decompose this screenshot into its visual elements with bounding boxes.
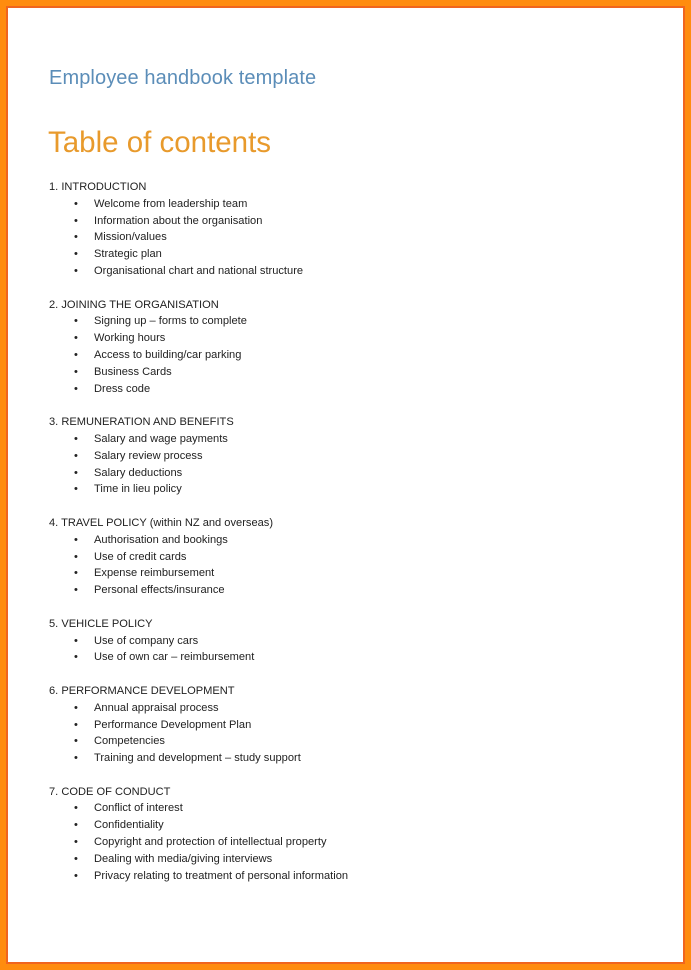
section-heading: 6. PERFORMANCE DEVELOPMENT [49, 684, 235, 697]
toc-list-item [49, 313, 649, 330]
toc-list-item [49, 347, 649, 364]
list-item-label: Welcome from leadership team [94, 197, 248, 210]
bullet-icon: • [74, 718, 78, 731]
bullet-icon: • [74, 701, 78, 714]
toc-list-item [49, 549, 649, 566]
bullet-icon: • [74, 869, 78, 882]
list-item-label: Use of credit cards [94, 550, 187, 563]
bullet-icon: • [74, 483, 78, 496]
list-item-label: Confidentiality [94, 819, 164, 832]
list-item-label: Working hours [94, 332, 166, 345]
toc-list-item [49, 532, 649, 549]
section-heading: 1. INTRODUCTION [49, 181, 147, 193]
list-item-label: Mission/values [94, 231, 167, 244]
list-item-label: Dress code [94, 382, 151, 395]
toc-section [49, 179, 649, 280]
bullet-icon: • [74, 248, 78, 261]
bullet-icon: • [74, 231, 78, 244]
list-item-label: Conflict of interest [94, 802, 183, 815]
section-heading: 7. CODE OF CONDUCT [49, 785, 171, 798]
toc-section [49, 297, 649, 398]
toc-list-item [49, 431, 649, 448]
toc-list-item [49, 263, 649, 280]
bullet-icon: • [74, 432, 78, 445]
toc-list-item [49, 364, 649, 381]
list-item-label: Salary and wage payments [94, 432, 228, 445]
toc-list-item [49, 448, 649, 465]
document-page [8, 8, 683, 962]
list-item-label: Business Cards [94, 365, 172, 378]
toc-section [49, 515, 649, 599]
bullet-icon: • [74, 550, 78, 563]
bullet-icon: • [74, 802, 78, 815]
toc-section [49, 616, 649, 666]
toc-list-item [49, 582, 649, 599]
list-item-label: Use of own car – reimbursement [94, 651, 255, 664]
list-item-label: Salary review process [94, 449, 203, 462]
list-item-label: Copyright and protection of intellectual property [94, 836, 327, 849]
list-item-label: Access to building/car parking [94, 348, 242, 361]
document-subtitle: Employee handbook template [49, 67, 317, 89]
bullet-icon: • [74, 348, 78, 361]
list-item-label: Performance Development Plan [94, 718, 252, 731]
toc-title: Table of contents [48, 126, 272, 159]
list-item-label: Organisational chart and national structure [94, 264, 304, 277]
list-item-label: Competencies [94, 735, 165, 748]
bullet-icon: • [74, 214, 78, 227]
bullet-icon: • [74, 651, 78, 664]
toc-list-item [49, 465, 649, 482]
toc-list-item [49, 750, 649, 767]
list-item-label: Salary deductions [94, 466, 183, 479]
toc-list-item [49, 717, 649, 734]
toc-list-item [49, 817, 649, 834]
toc-list-item [49, 868, 649, 885]
bullet-icon: • [74, 264, 78, 277]
bullet-icon: • [74, 332, 78, 345]
toc-list-item [49, 700, 649, 717]
table-of-contents [49, 179, 649, 901]
list-item-label: Personal effects/insurance [94, 584, 225, 597]
list-item-label: Use of company cars [94, 634, 199, 647]
bullet-icon: • [74, 567, 78, 580]
bullet-icon: • [74, 382, 78, 395]
bullet-icon: • [74, 735, 78, 748]
list-item-label: Training and development – study support [94, 752, 301, 765]
bullet-icon: • [74, 365, 78, 378]
bullet-icon: • [74, 584, 78, 597]
bullet-icon: • [74, 836, 78, 849]
bullet-icon: • [74, 819, 78, 832]
toc-list-item [49, 246, 649, 263]
toc-list-item [49, 330, 649, 347]
section-heading: 5. VEHICLE POLICY [49, 617, 153, 630]
toc-list-item [49, 834, 649, 851]
bullet-icon: • [74, 449, 78, 462]
list-item-label: Signing up – forms to complete [94, 315, 247, 328]
section-heading: 2. JOINING THE ORGANISATION [49, 298, 219, 311]
toc-list-item [49, 633, 649, 650]
list-item-label: Information about the organisation [94, 214, 263, 227]
bullet-icon: • [74, 533, 78, 546]
toc-list-item [49, 649, 649, 666]
toc-list-item [49, 213, 649, 230]
section-heading: 4. TRAVEL POLICY (within NZ and overseas) [49, 516, 274, 529]
toc-section [49, 683, 649, 767]
bullet-icon: • [74, 852, 78, 865]
list-item-label: Strategic plan [94, 248, 162, 261]
toc-list-item [49, 565, 649, 582]
list-item-label: Privacy relating to treatment of personal information [94, 869, 349, 882]
toc-list-item [49, 229, 649, 246]
toc-list-item [49, 733, 649, 750]
page-border [6, 6, 685, 964]
toc-section [49, 784, 649, 885]
list-item-label: Authorisation and bookings [94, 533, 228, 546]
bullet-icon: • [74, 634, 78, 647]
bullet-icon: • [74, 466, 78, 479]
bullet-icon: • [74, 197, 78, 210]
list-item-label: Dealing with media/giving interviews [94, 852, 273, 865]
toc-list-item [49, 196, 649, 213]
toc-list-item [49, 381, 649, 398]
toc-list-item [49, 800, 649, 817]
list-item-label: Time in lieu policy [94, 483, 182, 496]
toc-section [49, 414, 649, 498]
toc-list-item [49, 851, 649, 868]
toc-list-item [49, 481, 649, 498]
bullet-icon: • [74, 315, 78, 328]
section-heading: 3. REMUNERATION AND BENEFITS [49, 416, 234, 429]
list-item-label: Expense reimbursement [94, 567, 215, 580]
list-item-label: Annual appraisal process [94, 701, 219, 714]
bullet-icon: • [74, 752, 78, 765]
